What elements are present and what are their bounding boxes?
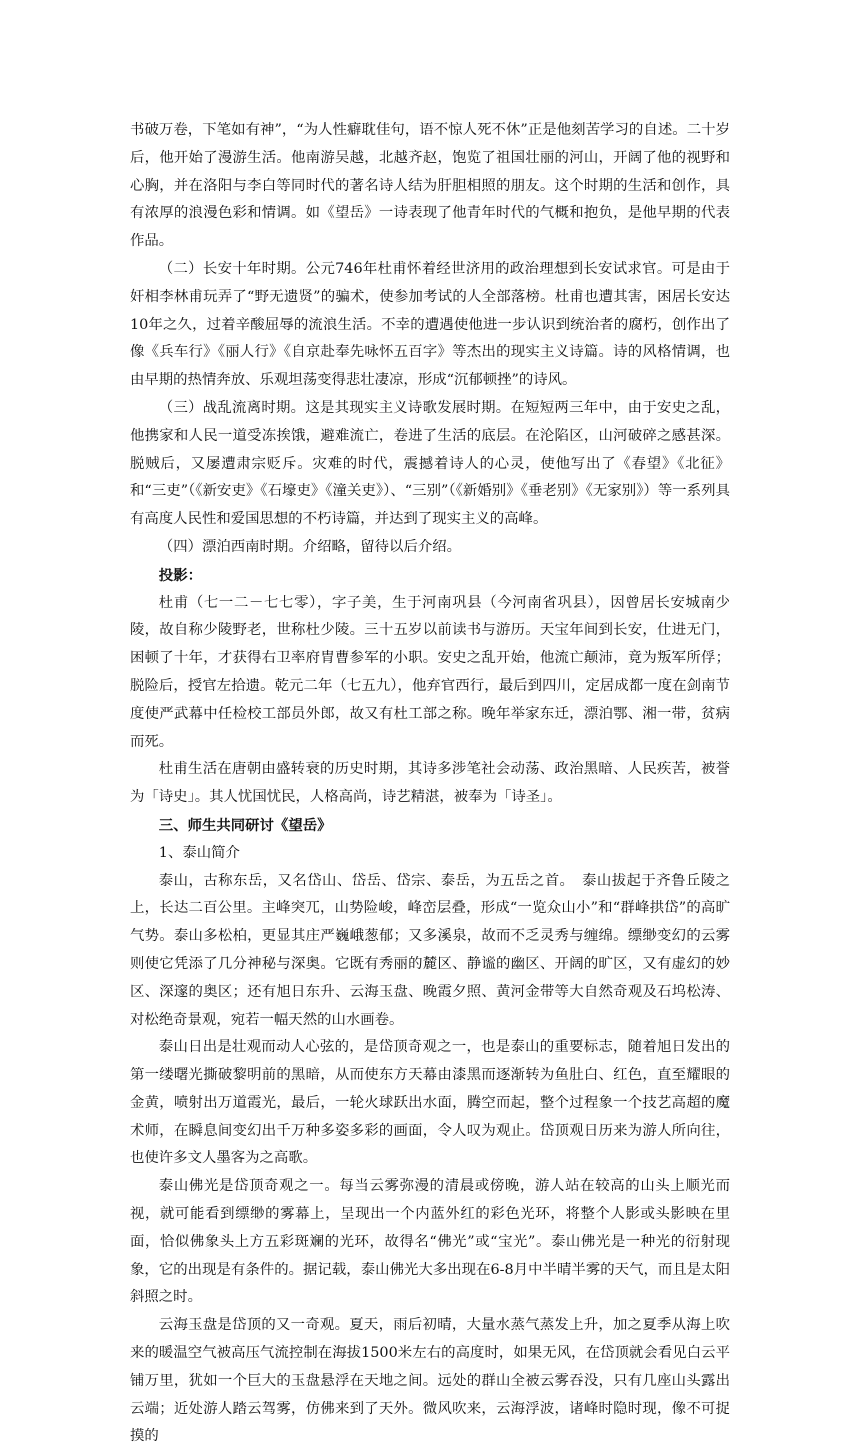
- paragraph-taishan-cloud-sea: 云海玉盘是岱顶的又一奇观。夏天，雨后初晴，大量水蒸气蒸发上升，加之夏季从海上吹来的暖温空气被高压气流控制在海拔1500米左右的高度时，如果无风，在岱顶就会看见白云平铺万里，犹如一个巨大的玉盘悬浮在天地之间。远处的群山全被云雾吞没，只有几座山头露出云端；近处游人踏云驾雾，仿佛来到了天外。微风吹来，云海浮波，诸峰时隐时现，像不可捉摸的: [130, 1317, 730, 1445]
- subheading-taishan-intro: 1、泰山简介: [158, 844, 240, 861]
- paragraph-taishan-sunrise: 泰山日出是壮观而动人心弦的，是岱顶奇观之一，也是泰山的重要标志，随着旭日发出的第一缕曙光撕破黎明前的黑暗，从而使东方天幕由漆黑而逐渐转为鱼肚白、红色，直至耀眼的金黄，喷射出万道霞光，最后，一轮火球跃出水面，腾空而起，整个过程象一个技艺高超的魔术师，在瞬息间变幻出千万种多姿多彩的画面，令人叹为观止。岱顶观日历来为游人所向往，也使许多文人墨客为之高歌。: [130, 1039, 730, 1167]
- paragraph-du-fu-bio: 杜甫（七一二－七七零），字子美，生于河南巩县（今河南省巩县），因曾居长安城南少陵，故自称少陵野老，世称杜少陵。三十五岁以前读书与游历。天宝年间到长安，仕进无门，困顿了十年，才获得右卫率府胄曹参军的小职。安史之乱开始，他流亡颠沛，竟为叛军所俘；脱险后，授官左拾遗。乾元二年（七五九），他弃官西行，最后到四川，定居成都一度在剑南节度使严武幕中任检校工部员外郎，故又有杜工部之称。晚年举家东迁，漂泊鄂、湘一带，贫病而死。: [130, 594, 730, 750]
- section-heading-study: 三、师生共同研讨《望岳》: [158, 816, 332, 834]
- paragraph-war-period: （三）战乱流离时期。这是其现实主义诗歌发展时期。在短短两三年中，由于安史之乱，他携家和人民一道受冻挨饿，避难流亡，卷进了生活的底层。在沦陷区，山河破碎之感甚深。脱贼后，又屡遭肃宗贬斥。灾难的时代，震撼着诗人的心灵，使他写出了《春望》《北征》和“三吏”（《新安吏》《石壕吏》《潼关吏》）、“三别”（《新婚别》《垂老别》《无家别》）等一系列具有高度人民性和爱国思想的不朽诗篇，并达到了现实主义的高峰。: [130, 399, 730, 528]
- paragraph-taishan-buddha-light: 泰山佛光是岱顶奇观之一。每当云雾弥漫的清晨或傍晚，游人站在较高的山头上顺光而视，就可能看到缥缈的雾幕上，呈现出一个内蓝外红的彩色光环，将整个人影或头影映在里面，恰似佛象头上方五彩斑斓的光环，故得名“佛光”或“宝光”。泰山佛光是一种光的衍射现象，它的出现是有条件的。据记载，泰山佛光大多出现在6-8月中半晴半雾的天气，而且是太阳斜照之时。: [130, 1178, 730, 1306]
- paragraph-southwest-period: （四）漂泊西南时期。介绍略，留待以后介绍。: [158, 538, 462, 555]
- paragraph-du-fu-summary: 杜甫生活在唐朝由盛转衰的历史时期，其诗多涉笔社会动荡、政治黑暗、人民疾苦，被誉为「诗史」。其人忧国忧民，人格高尚，诗艺精湛，被奉为「诗圣」。: [130, 761, 730, 806]
- paragraph-taishan-overview: 泰山，古称东岳，又名岱山、岱岳、岱宗、泰岳，为五岳之首。 泰山拔起于齐鲁丘陵之上，长达二百公里。主峰突兀，山势险峻，峰峦层叠，形成“一览众山小”和“群峰拱岱”的高旷气势。泰山多松柏，更显其庄严巍峨葱郁；又多溪泉，故而不乏灵秀与缠绵。缥缈变幻的云雾则使它凭添了几分神秘与深奥。它既有秀丽的麓区、静谧的幽区、开阔的旷区，又有虚幻的妙区、深邃的奥区；还有旭日东升、云海玉盘、晚霞夕照、黄河金带等大自然奇观及石坞松涛、对松绝奇景观，宛若一幅天然的山水画卷。: [130, 872, 730, 1028]
- projection-heading: 投影：: [158, 566, 202, 584]
- paragraph-chang-an-period: （二）长安十年时期。公元746年杜甫怀着经世济用的政治理想到长安试求官。可是由于奸相李林甫玩弄了“野无遗贤”的骗术，使参加考试的人全部落榜。杜甫也遭其害，困居长安达10年之久，过着辛酸屈辱的流浪生活。不幸的遭遇使他进一步认识到统治者的腐朽，创作出了像《兵车行》《丽人行》《自京赴奉先咏怀五百字》等杰出的现实主义诗篇。诗的风格情调，也由早期的热情奔放、乐观坦荡变得悲壮凄凉，形成“沉郁顿挫”的诗风。: [130, 260, 730, 389]
- paragraph-continuation: 书破万卷，下笔如有神”，“为人性癖耽佳句，语不惊人死不休”正是他刻苦学习的自述。二十岁后，他开始了漫游生活。他南游吴越，北越齐赵，饱览了祖国壮丽的河山，开阔了他的视野和心胸，并在洛阳与李白等同时代的著名诗人结为肝胆相照的朋友。这个时期的生活和创作，具有浓厚的浪漫色彩和情调。如《望岳》一诗表现了他青年时代的气概和抱负，是他早期的代表作品。: [130, 122, 730, 250]
- document-page: [130, 117, 730, 1451]
